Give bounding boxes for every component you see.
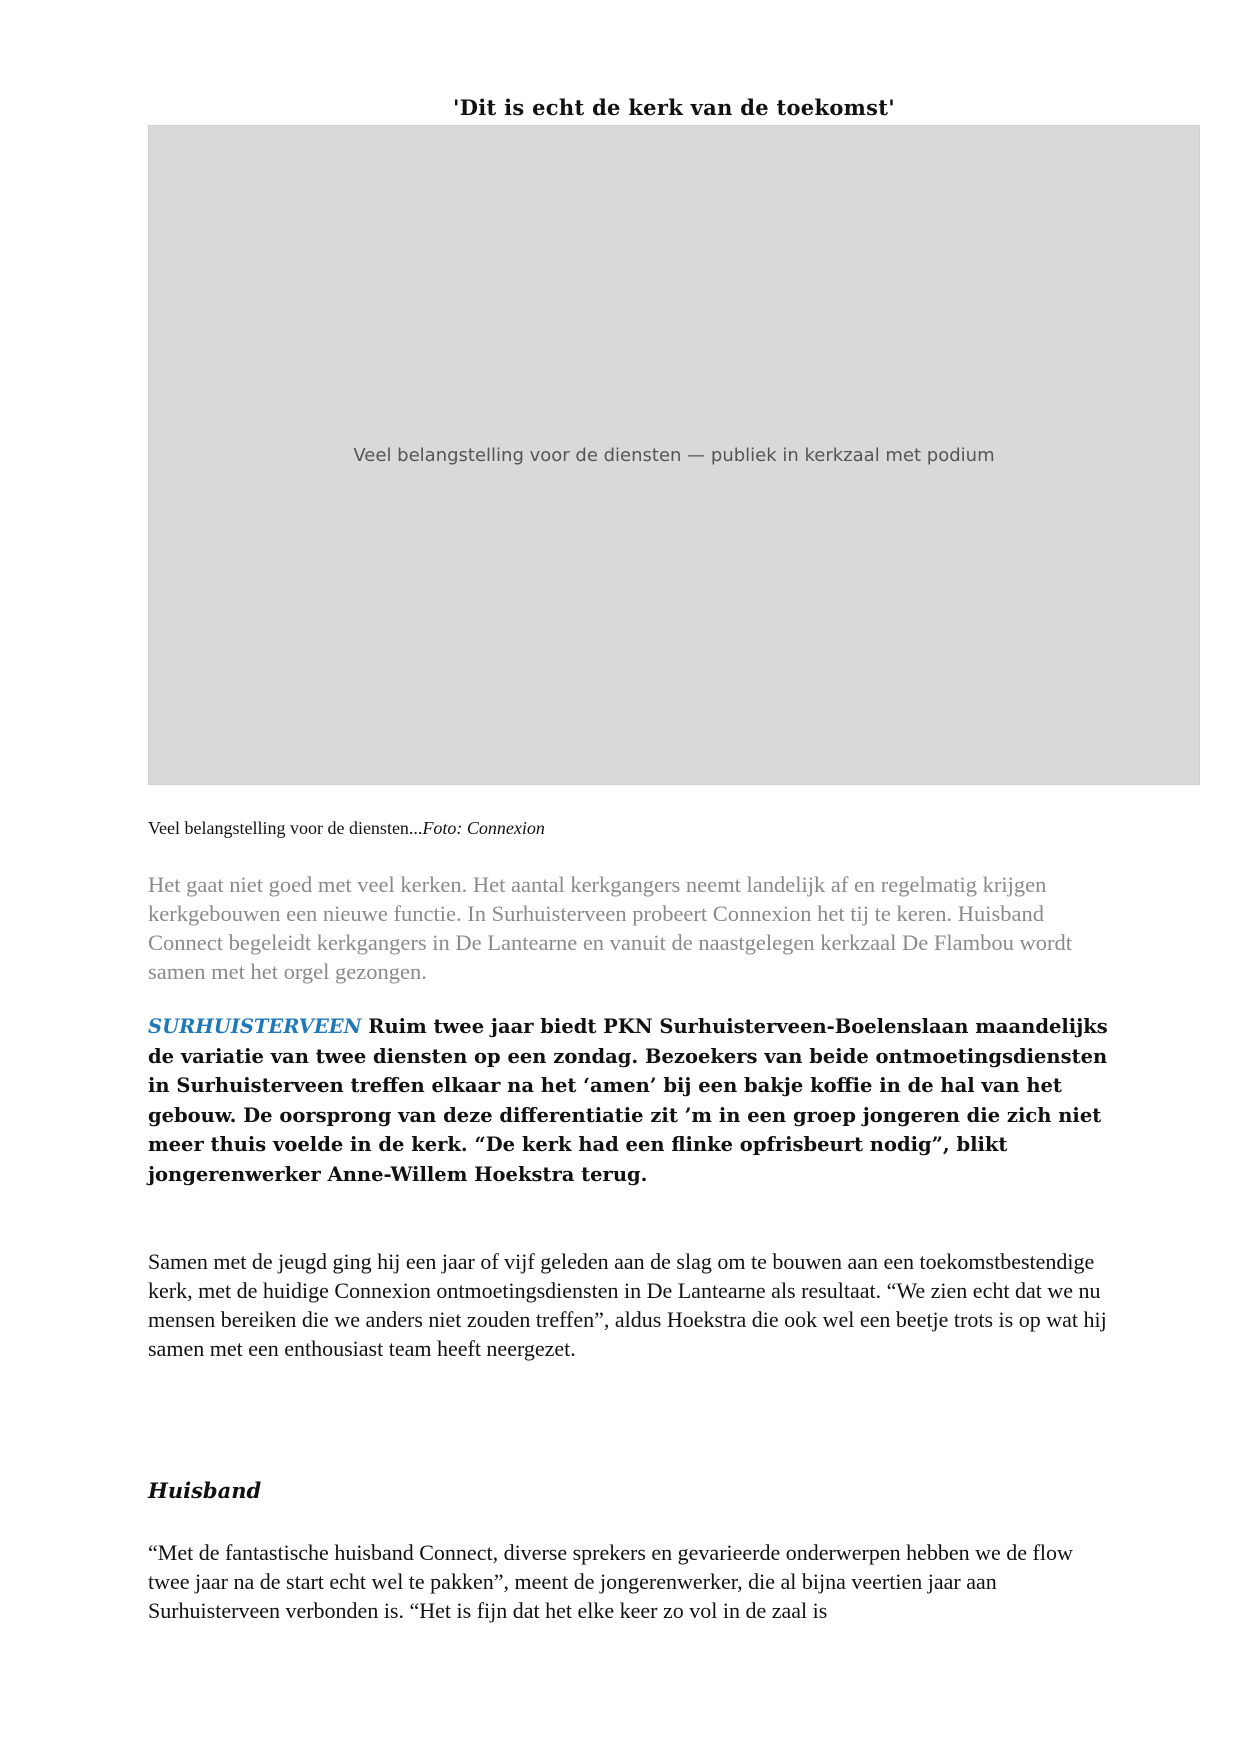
caption-text: Veel belangstelling voor de diensten...	[148, 818, 423, 838]
article-headline: 'Dit is echt de kerk van de toekomst'	[453, 95, 895, 120]
photo-caption	[148, 818, 545, 839]
article-intro	[148, 1012, 1108, 1189]
article-lede: Het gaat niet goed met veel kerken. Het aantal kerkgangers neemt landelijk af en regelmatig krijgen kerkgebouwen een nieuwe functie. In Surhuisterveen probeert Connexion het tij te keren. Huisband Connect begeleidt kerkgangers in De Lantearne en vanuit de naastgelegen kerkzaal De Flambou wordt samen met het orgel gezongen.	[148, 872, 1073, 984]
article-photo	[148, 125, 1200, 785]
caption-credit: Foto: Connexion	[422, 818, 545, 838]
section-subheading: Huisband	[148, 1478, 262, 1503]
body-paragraph-2: “Met de fantastische huisband Connect, diverse sprekers en gevarieerde onderwerpen hebben we de flow twee jaar na de start echt wel te pakken”, meent de jongerenwerker, die al bijna veertien jaar aan Surhuisterveen verbonden is. “Het is fijn dat het elke keer zo vol in de zaal is	[148, 1540, 1073, 1623]
photo-placeholder-label: Veel belangstelling voor de diensten — publiek in kerkzaal met podium	[353, 444, 995, 466]
intro-text: Ruim twee jaar biedt PKN Surhuisterveen-Boelenslaan maandelijks de variatie van twee diensten op een zondag. Bezoekers van beide ontmoetingsdiensten in Surhuisterveen treffen elkaar na het ‘amen’ bij een bakje koffie in de hal van het gebouw. De oorsprong van deze differentiatie zit ’m in een groep jongeren die zich niet meer thuis voelde in de kerk. “De kerk had een flinke opfrisbeurt nodig”, blikt jongerenwerker Anne-Willem Hoekstra terug.	[148, 1015, 1108, 1186]
dateline: SURHUISTERVEEN	[148, 1015, 362, 1038]
body-paragraph-1: Samen met de jeugd ging hij een jaar of vijf geleden aan de slag om te bouwen aan een toekomstbestendige kerk, met de huidige Connexion ontmoetingsdiensten in De Lantearne als resultaat. “We zien echt dat we nu mensen bereiken die we anders niet zouden treffen”, aldus Hoekstra die ook wel een beetje trots is op wat hij samen met een enthousiast team heeft neergezet.	[148, 1249, 1107, 1361]
